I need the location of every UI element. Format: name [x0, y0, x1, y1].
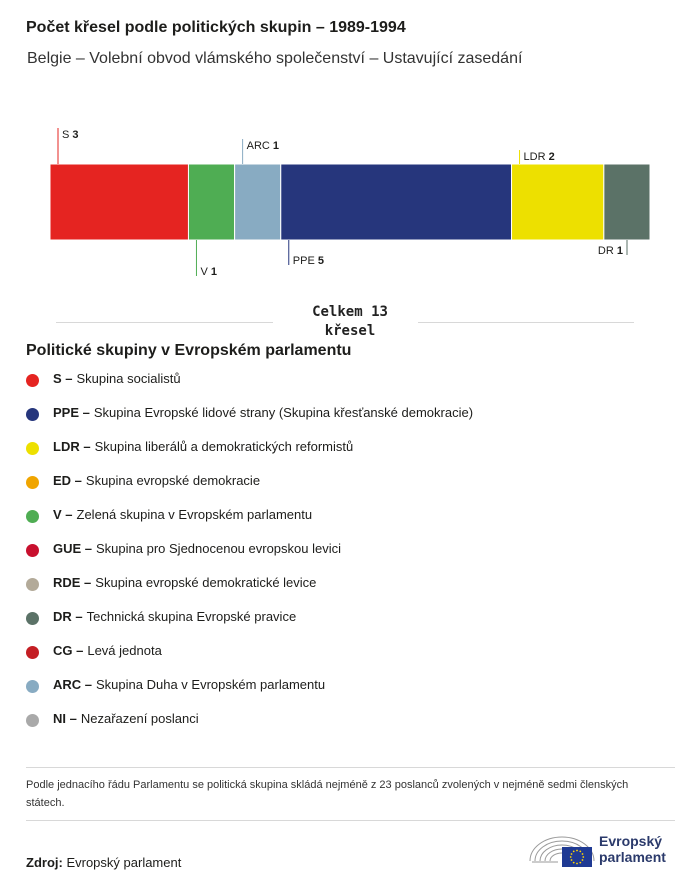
footnote: Podle jednacího řádu Parlamentu se politická skupina skládá nejméně z 23 poslanců zvolených v nejméně sedmi členských státech. [26, 779, 629, 809]
legend-dot-icon [26, 374, 39, 387]
legend-code: RDE – [53, 575, 92, 590]
bar-label-ppe: PPE 5 [292, 255, 324, 267]
legend-label: Skupina liberálů a demokratických reformistů [94, 439, 354, 454]
legend-label: Skupina pro Sjednocenou evropskou levici [96, 541, 342, 556]
legend-dot-icon [26, 714, 39, 727]
total-seats-unit: křesel [324, 323, 376, 339]
legend-item [26, 711, 666, 745]
legend-code: V – [53, 507, 73, 522]
legend-dot-icon [26, 442, 39, 455]
legend-item [26, 371, 666, 405]
legend-code: LDR – [53, 439, 91, 454]
legend-title: Politické skupiny v Evropském parlamentu [26, 342, 352, 359]
legend-item [26, 541, 666, 575]
legend-item [26, 405, 666, 439]
legend-label: Skupina evropské demokracie [85, 473, 261, 488]
source-label: Zdroj: [26, 855, 63, 870]
legend-label: Skupina evropské demokratické levice [95, 575, 317, 590]
source-text: Evropský parlament [66, 855, 182, 870]
legend-code: GUE – [53, 541, 93, 556]
legend-dot-icon [26, 646, 39, 659]
total-divider-left [56, 322, 273, 323]
legend-code: PPE – [53, 405, 90, 420]
bar-label-ldr: LDR 2 [523, 151, 555, 163]
legend-code: NI – [53, 711, 77, 726]
bar-label-s: S 3 [62, 129, 79, 141]
bar-segment-ldr [512, 164, 604, 240]
legend [26, 371, 666, 745]
legend-dot-icon [26, 612, 39, 625]
bar-segment-dr [604, 164, 650, 240]
legend-item [26, 507, 666, 541]
legend-item [26, 473, 666, 507]
legend-item [26, 609, 666, 643]
legend-item [26, 677, 666, 711]
legend-dot-icon [26, 476, 39, 489]
bar-label-arc: ARC 1 [246, 140, 280, 152]
divider [26, 767, 675, 768]
hemicycle-icon [528, 829, 598, 871]
legend-code: CG – [53, 643, 84, 658]
european-parliament-logo [528, 829, 678, 871]
legend-dot-icon [26, 408, 39, 421]
logo-wordmark [599, 833, 666, 865]
legend-code: ARC – [53, 677, 93, 692]
source [26, 855, 181, 870]
chart-title: Počet křesel podle politických skupin – 1989-1994 [26, 19, 406, 36]
legend-dot-icon [26, 578, 39, 591]
legend-label: Skupina Evropské lidové strany (Skupina křesťanské demokracie) [93, 405, 474, 420]
legend-dot-icon [26, 544, 39, 557]
total-seats [0, 300, 700, 344]
legend-label: Levá jednota [87, 643, 162, 658]
legend-item [26, 439, 666, 473]
bar-segment-arc [235, 164, 281, 240]
bar-label-dr: DR 1 [597, 245, 623, 257]
legend-dot-icon [26, 680, 39, 693]
logo-line-2: parlament [599, 849, 666, 865]
chart-subtitle: Belgie – Volební obvod vlámského společenství – Ustavující zasedání [27, 50, 523, 67]
legend-label: Skupina socialistů [76, 371, 181, 386]
bar-segment-v [188, 164, 234, 240]
bar-segment-s [50, 164, 188, 240]
legend-dot-icon [26, 510, 39, 523]
bar-segment-ppe [281, 164, 512, 240]
legend-code: S – [53, 371, 73, 386]
legend-label: Nezařazení poslanci [80, 711, 199, 726]
total-divider-right [418, 322, 634, 323]
total-seats-label [275, 303, 425, 341]
legend-code: DR – [53, 609, 83, 624]
bar-label-v: V 1 [200, 266, 217, 278]
legend-label: Technická skupina Evropské pravice [86, 609, 297, 624]
logo-line-1: Evropský [599, 833, 663, 849]
divider [26, 820, 675, 821]
seat-bar-chart [0, 110, 700, 300]
legend-label: Zelená skupina v Evropském parlamentu [76, 507, 313, 522]
total-seats-count: Celkem 13 [312, 304, 388, 320]
legend-item [26, 575, 666, 609]
legend-label: Skupina Duha v Evropském parlamentu [96, 677, 326, 692]
legend-item [26, 643, 666, 677]
legend-code: ED – [53, 473, 82, 488]
